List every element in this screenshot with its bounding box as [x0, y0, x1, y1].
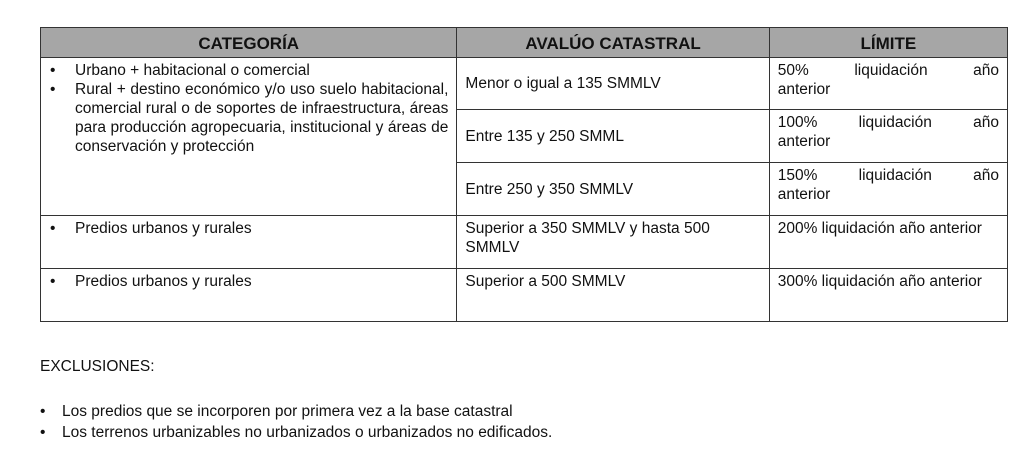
- category-item: • Predios urbanos y rurales: [41, 272, 448, 291]
- category-list: [41, 216, 456, 238]
- limite-tail: anterior: [777, 81, 831, 98]
- limite-year: año: [973, 167, 999, 184]
- limite-word: liquidación: [858, 114, 932, 131]
- category-cell-group: [41, 58, 457, 216]
- exclusion-item: • Los terrenos urbanizables no urbanizados o urbanizados no edificados.: [40, 422, 552, 443]
- category-cell: [41, 216, 457, 269]
- limite-percent: 150%: [777, 167, 818, 184]
- category-item: • Predios urbanos y rurales: [41, 219, 448, 238]
- table-row: [41, 269, 1008, 322]
- limite-cell: [769, 110, 1007, 163]
- limite-year: año: [973, 62, 999, 79]
- table-row: [41, 216, 1008, 269]
- avaluo-cell: Entre 135 y 250 SMML: [457, 110, 769, 163]
- exclusions-list: [40, 401, 552, 443]
- valuation-limits-table: [40, 27, 1008, 322]
- limite-cell: 200% liquidación año anterior: [769, 216, 1007, 269]
- limite-cell: [769, 163, 1007, 216]
- limite-cell: 300% liquidación año anterior: [769, 269, 1007, 322]
- header-categoria: CATEGORÍA: [41, 28, 457, 58]
- avaluo-cell: Superior a 500 SMMLV: [457, 269, 769, 322]
- limite-percent: 100%: [777, 114, 818, 131]
- table-row: [41, 58, 1008, 110]
- category-item: • Urbano + habitacional o comercial: [41, 61, 448, 80]
- category-list: [41, 58, 456, 156]
- exclusion-item: • Los predios que se incorporen por primera vez a la base catastral: [40, 401, 552, 422]
- avaluo-cell: Entre 250 y 350 SMMLV: [457, 163, 769, 216]
- exclusions-title: EXCLUSIONES:: [40, 358, 155, 375]
- limite-cell: [769, 58, 1007, 110]
- limite-word: liquidación: [854, 62, 928, 79]
- header-limite: LÍMITE: [769, 28, 1007, 58]
- header-avaluo-catastral: AVALÚO CATASTRAL: [457, 28, 769, 58]
- limite-year: año: [973, 114, 999, 131]
- table-header-row: [41, 28, 1008, 58]
- avaluo-cell: Menor o igual a 135 SMMLV: [457, 58, 769, 110]
- limite-tail: anterior: [777, 186, 831, 203]
- avaluo-cell: Superior a 350 SMMLV y hasta 500 SMMLV: [457, 216, 769, 269]
- category-cell: [41, 269, 457, 322]
- limite-word: liquidación: [858, 167, 932, 184]
- limite-tail: anterior: [777, 133, 831, 150]
- limite-percent: 50%: [777, 62, 809, 79]
- category-list: [41, 269, 456, 291]
- category-item: • Rural + destino económico y/o uso suelo habitacional, comercial rural o de soportes de infraestructura, áreas para producción agropecuaria, institucional y áreas de conservación y protección: [41, 80, 448, 156]
